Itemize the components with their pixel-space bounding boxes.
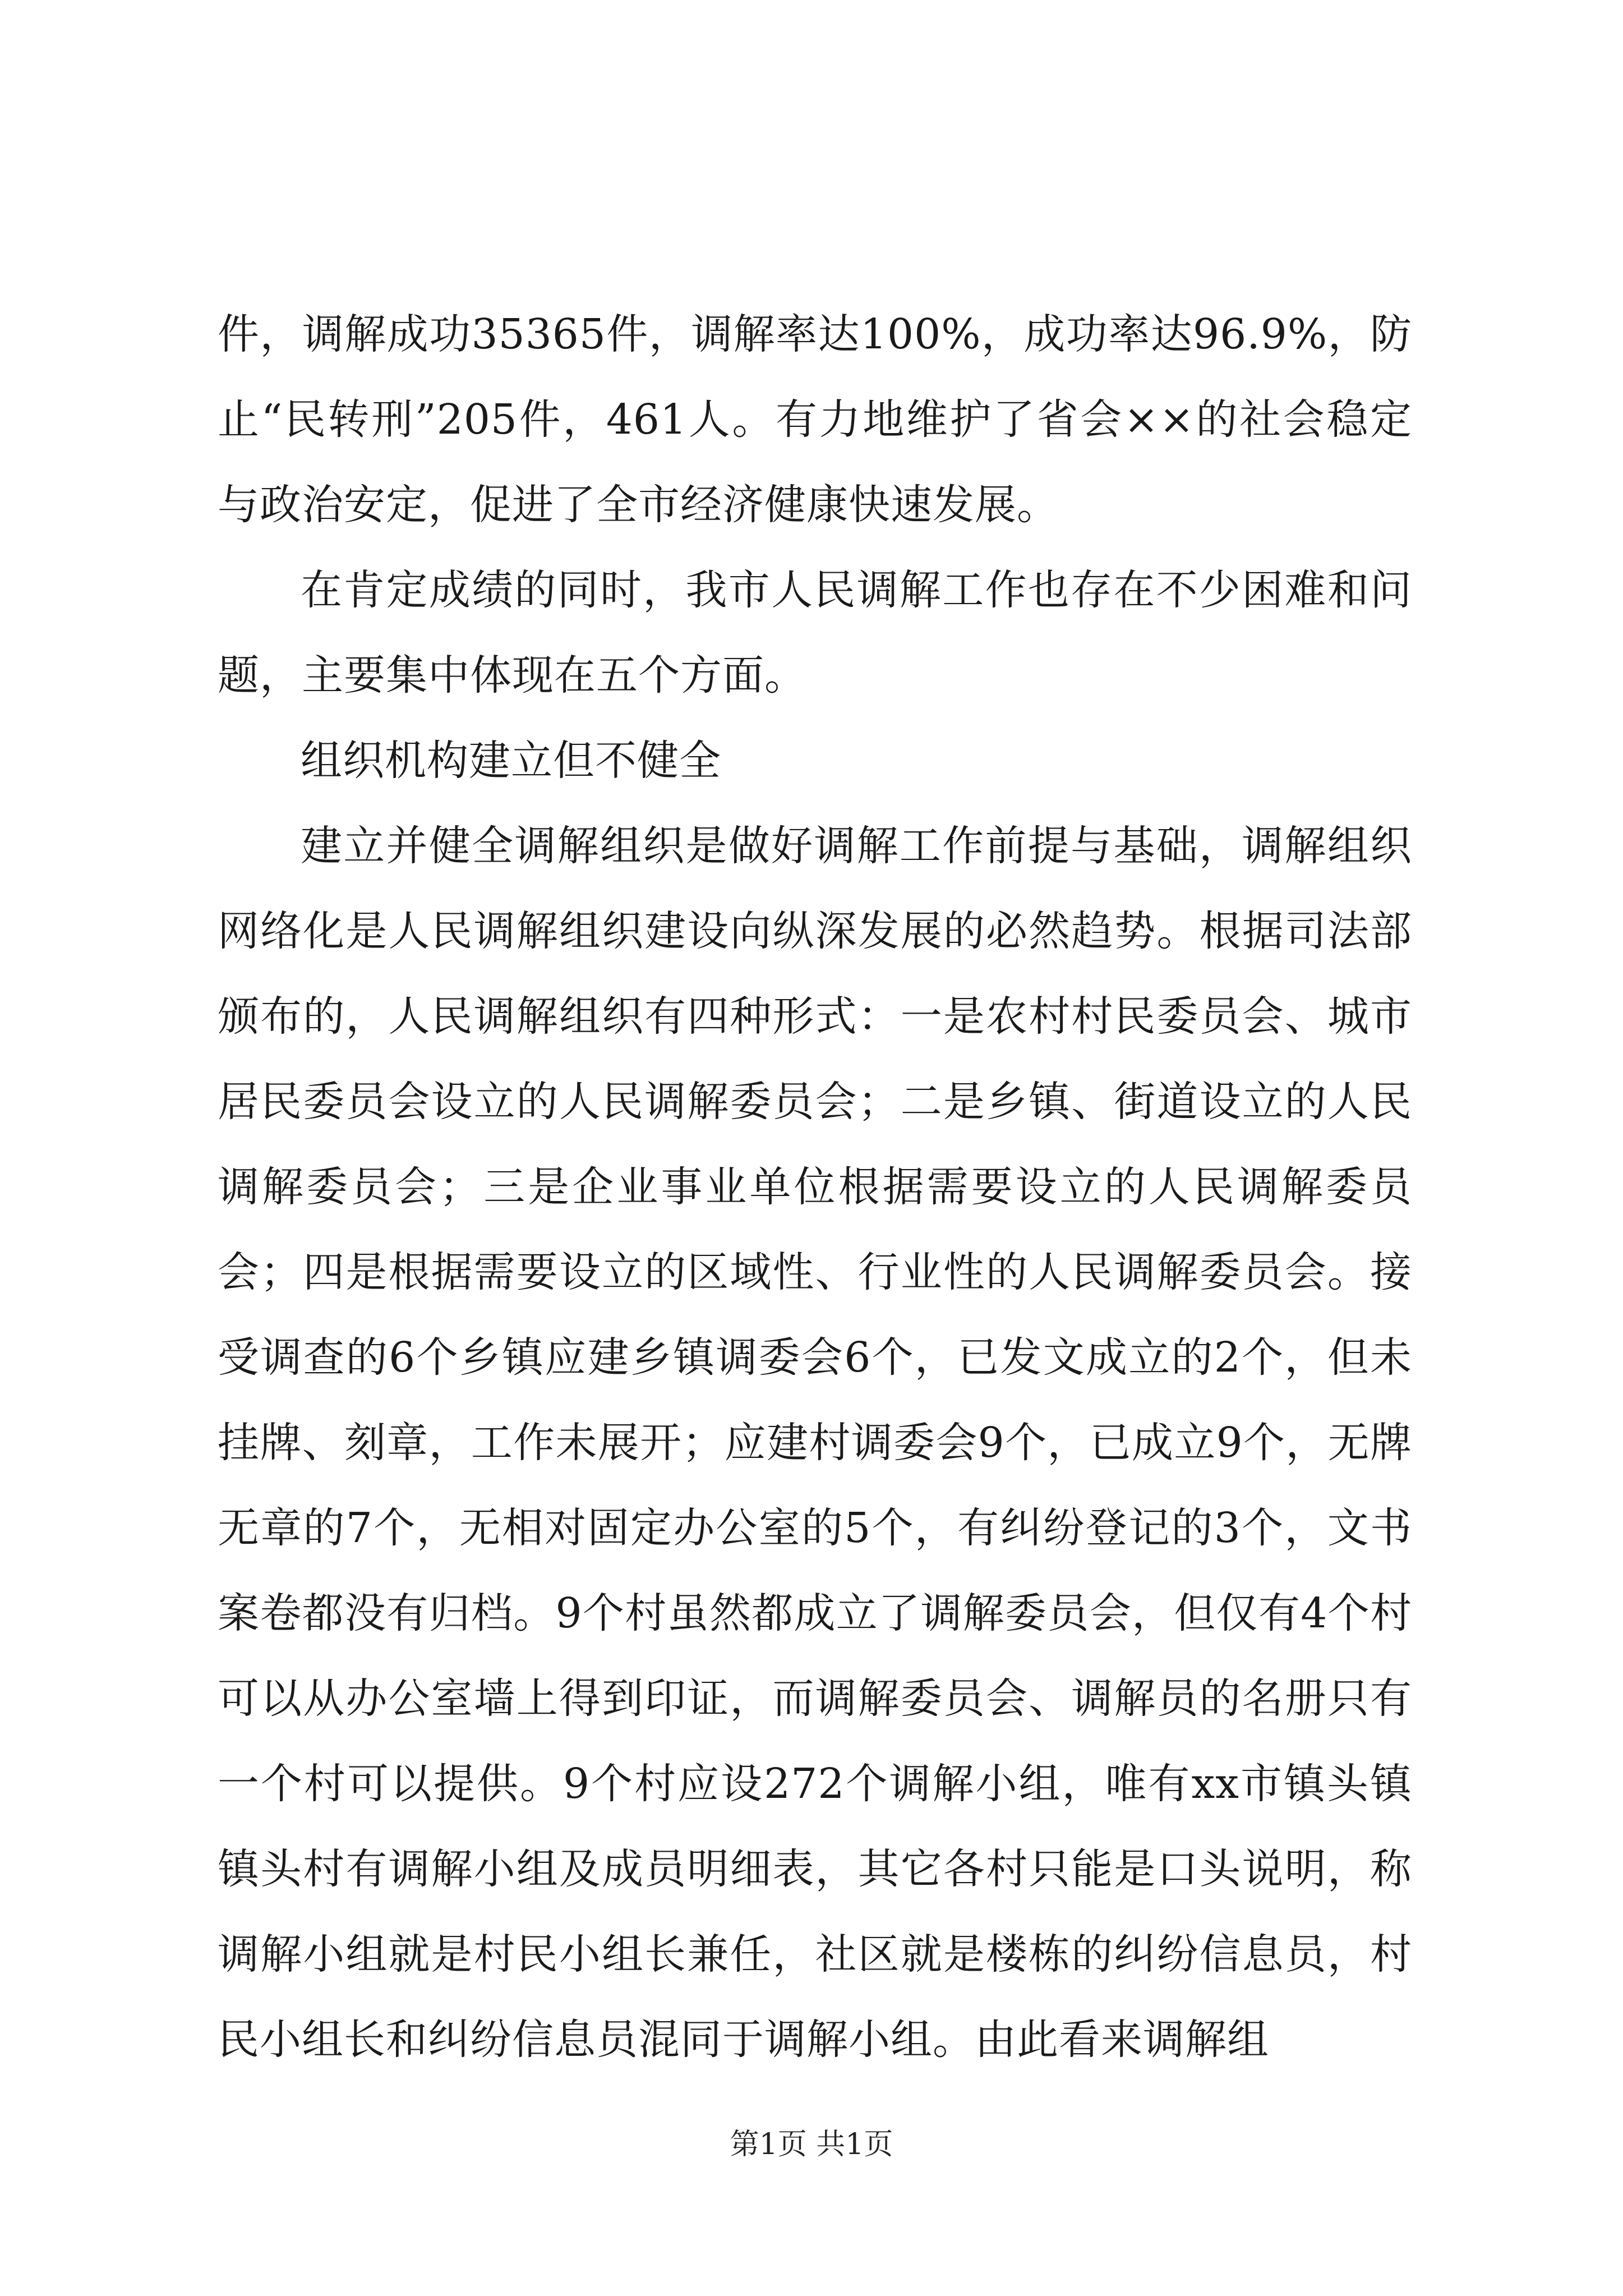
paragraph-difficulties-intro: 在肯定成绩的同时，我市人民调解工作也存在不少困难和问题，主要集中体现在五个方面。 bbox=[218, 566, 1412, 700]
paragraph-continuation: 件，调解成功35365件，调解率达100%，成功率达96.9%，防止“民转刑”205件，461人。有力地维护了省会××的社会稳定与政治安定，促进了全市经济健康快速发展。 bbox=[218, 310, 1412, 529]
page-footer bbox=[0, 2125, 1623, 2164]
paragraph-organization-details: 建立并健全调解组织是做好调解工作前提与基础，调解组织网络化是人民调解组织建设向纵深发展的必然趋势。根据司法部颁布的，人民调解组织有四种形式：一是农村村民委员会、城市居民委员会设立的人民调解委员会；二是乡镇、街道设立的人民调解委员会；三是企业事业单位根据需要设立的人民调解委员会；四是根据需要设立的区域性、行业性的人民调解委员会。接受调查的6个乡镇应建乡镇调委会6个，已发文成立的2个，但未挂牌、刻章，工作未展开；应建村调委会9个，已成立9个，无牌无章的7个，无相对固定办公室的5个，有纠纷登记的3个，文书案卷都没有归档。9个村虽然都成立了调解委员会，但仅有4个村可以从办公室墙上得到印证，而调解委员会、调解员的名册只有一个村可以提供。9个村应设272个调解小组，唯有xx市镇头镇镇头村有调解小组及成员明细表，其它各村只能是口头说明，称调解小组就是村民小组长兼任，社区就是楼栋的纠纷信息员，村民小组长和纠纷信息员混同于调解小组。由此看来调解组 bbox=[218, 822, 1412, 2064]
section-heading: 组织机构建立但不健全 bbox=[301, 737, 721, 785]
page-number-label: 第1页 共1页 bbox=[730, 2128, 893, 2161]
document-body bbox=[218, 292, 1412, 2082]
